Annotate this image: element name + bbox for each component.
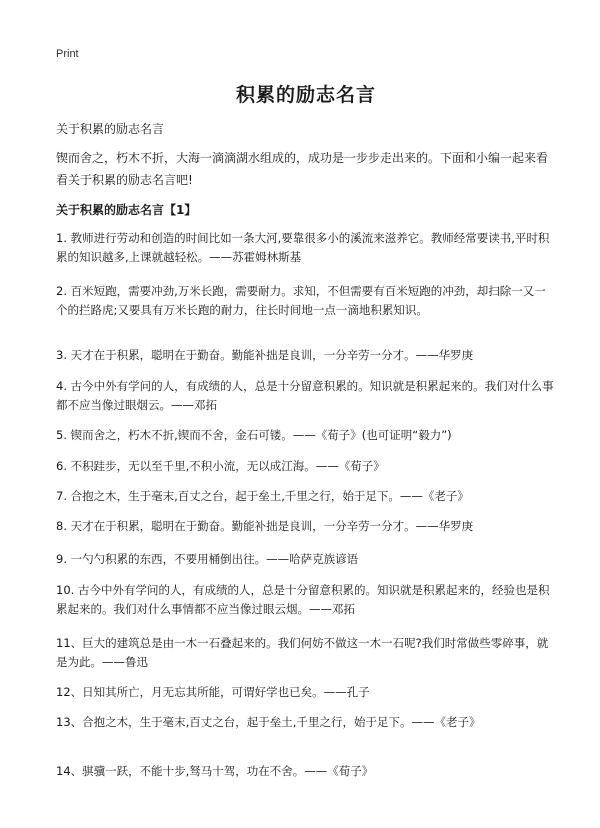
quote-item: 11、巨大的建筑总是由一木一石叠起来的。我们何妨不做这一木一石呢?我们时常做些零碎事，就是为此。——鲁迅 xyxy=(56,636,549,669)
quote-item: 7. 合抱之木，生于毫末,百丈之台，起于垒土,千里之行，始于足下。——《老子》 xyxy=(56,489,469,503)
article-subtitle: 关于积累的励志名言 xyxy=(56,122,165,136)
quote-item: 5. 锲而舍之，朽木不折,锲而不舍，金石可镂。——《荀子》(也可证明“毅力”) xyxy=(56,428,452,442)
document-page xyxy=(56,0,556,828)
quote-item: 12、日知其所亡，月无忘其所能，可谓好学也已矣。——孔子 xyxy=(56,685,370,699)
quote-item: 3. 天才在于积累，聪明在于勤奋。勤能补拙是良训，一分辛劳一分才。——华罗庚 xyxy=(56,348,474,362)
quote-item: 10. 古今中外有学问的人，有成绩的人，总是十分留意积累的。知识就是积累起来的，经验也是积累起来的。我们对什么事情都不应当像过眼云烟。——邓拓 xyxy=(56,583,550,616)
quote-item: 2. 百米短跑，需要冲劲,万米长跑，需要耐力。求知，不但需要有百米短跑的冲劲，却扫除一又一个的拦路虎;又要具有万米长跑的耐力，往长时间地一点一滴地积累知识。 xyxy=(56,284,546,317)
print-link[interactable]: Print xyxy=(56,48,79,60)
section-heading: 关于积累的励志名言【1】 xyxy=(56,203,197,217)
quote-item: 8. 天才在于积累，聪明在于勤奋。勤能补拙是良训，一分辛劳一分才。——华罗庚 xyxy=(56,519,474,533)
quote-item: 1. 教师进行劳动和创造的时间比如一条大河,要靠很多小的溪流来滋养它。教师经常要读书,平时积累的知识越多,上课就越轻松。——苏霍姆林斯基 xyxy=(56,231,550,264)
quote-item: 14、骐骥一跃，不能十步,驽马十驾，功在不舍。——《荀子》 xyxy=(56,764,374,778)
quote-item: 9. 一勺勺积累的东西，不要用桶倒出往。——哈萨克族谚语 xyxy=(56,552,359,566)
quote-item: 6. 不积跬步，无以至千里,不积小流，无以成江海。——《荀子》 xyxy=(56,459,385,473)
quote-item: 13、合抱之木，生于毫末,百丈之台，起于垒土,千里之行，始于足下。——《老子》 xyxy=(56,715,481,729)
page-title: 积累的励志名言 xyxy=(235,84,376,106)
quote-item: 4. 古今中外有学问的人，有成绩的人，总是十分留意积累的。知识就是积累起来的。我们对什么事都不应当像过眼烟云。——邓拓 xyxy=(56,379,554,412)
intro-paragraph: 锲而舍之，朽木不折，大海一滴滴湖水组成的，成功是一步步走出来的。下面和小编一起来看看关于积累的励志名言吧! xyxy=(56,151,549,187)
